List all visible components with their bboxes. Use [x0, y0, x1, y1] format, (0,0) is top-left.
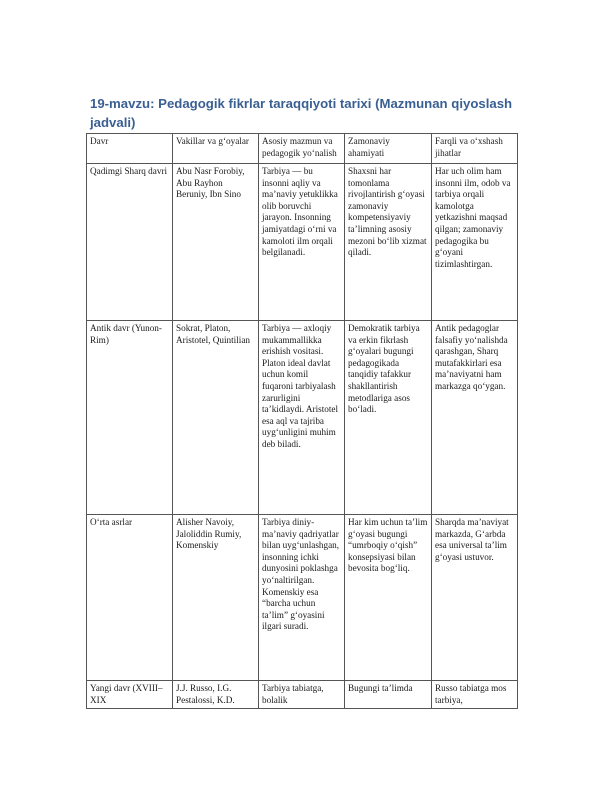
column-header-differences: Farqli va o‘xshash jihatlar: [432, 134, 518, 164]
table-cell: Tarbiya — bu insonni aqliy va ma’naviy yetuklikka olib boruvchi jarayon. Insonning jamiyatdagi o‘rni va kamoloti ilm orqali belgilanadi.: [259, 164, 345, 321]
table-cell: Antik pedagoglar falsafiy yo‘nalishda qarashgan, Sharq mutafakkirlari esa ma’naviyatni ham markazga qo‘ygan.: [432, 321, 518, 515]
column-header-representatives: Vakillar va g‘oyalar: [173, 134, 259, 164]
table-cell: Demokratik tarbiya va erkin fikrlash g‘oyalari bugungi pedagogikada tanqidiy tafakkur shakllantirish metodlariga asos bo‘ladi.: [345, 321, 432, 515]
table-cell: Bugungi ta’limda: [345, 681, 432, 709]
table-cell: Abu Nasr Forobiy, Abu Rayhon Beruniy, Ibn Sino: [173, 164, 259, 321]
column-header-main-content: Asosiy mazmun va pedagogik yo‘nalish: [259, 134, 345, 164]
table-cell: J.J. Russo, I.G. Pestalossi, K.D.: [173, 681, 259, 709]
table-row: [87, 321, 518, 515]
table-cell: Qadimgi Sharq davri: [87, 164, 173, 321]
column-header-modern-significance: Zamonaviy ahamiyati: [345, 134, 432, 164]
table-row: [87, 164, 518, 321]
table-cell: Sokrat, Platon, Aristotel, Quintilian: [173, 321, 259, 515]
table-cell: O‘rta asrlar: [87, 515, 173, 681]
table-cell: Tarbiya tabiatga, bolalik: [259, 681, 345, 709]
table-cell: Tarbiya diniy-ma’naviy qadriyatlar bilan uyg‘unlashgan, insonning ichki dunyosini poklashga yo‘naltirilgan. Komenskiy esa “barcha uchun ta’lim” g‘oyasini ilgari suradi.: [259, 515, 345, 681]
comparison-table: [86, 133, 518, 709]
table-header-row: [87, 134, 518, 164]
table-cell: Yangi davr (XVIII–XIX: [87, 681, 173, 709]
table-cell: Antik davr (Yunon-Rim): [87, 321, 173, 515]
table-cell: Russo tabiatga mos tarbiya,: [432, 681, 518, 709]
table-cell: Sharqda ma’naviyat markazda, G‘arbda esa universal ta’lim g‘oyasi ustuvor.: [432, 515, 518, 681]
document-title: 19-mavzu: Pedagogik fikrlar taraqqiyoti tarixi (Mazmunan qiyoslash jadvali): [90, 96, 513, 130]
column-header-period: Davr: [87, 134, 173, 164]
table-row: [87, 515, 518, 681]
table-cell: Shaxsni har tomonlama rivojlantirish g‘oyasi zamonaviy kompetensiyaviy ta’limning asosiy mezoni bo‘lib xizmat qiladi.: [345, 164, 432, 321]
table-row: [87, 681, 518, 709]
table-cell: Tarbiya — axloqiy mukammallikka erishish vositasi. Platon ideal davlat uchun komil fuqaroni tarbiyalash zarurligini ta’kidlaydi. Aristotel esa aql va tajriba uyg‘unligini muhim deb biladi.: [259, 321, 345, 515]
table-cell: Alisher Navoiy, Jaloliddin Rumiy, Komenskiy: [173, 515, 259, 681]
table-cell: Har uch olim ham insonni ilm, odob va tarbiya orqali kamolotga yetkazishni maqsad qilgan; zamonaviy pedagogika bu g‘oyani tizimlashtirgan.: [432, 164, 518, 321]
table-cell: Har kim uchun ta’lim g‘oyasi bugungi “umrboqiy o‘qish” konsepsiyasi bilan bevosita bog‘liq.: [345, 515, 432, 681]
